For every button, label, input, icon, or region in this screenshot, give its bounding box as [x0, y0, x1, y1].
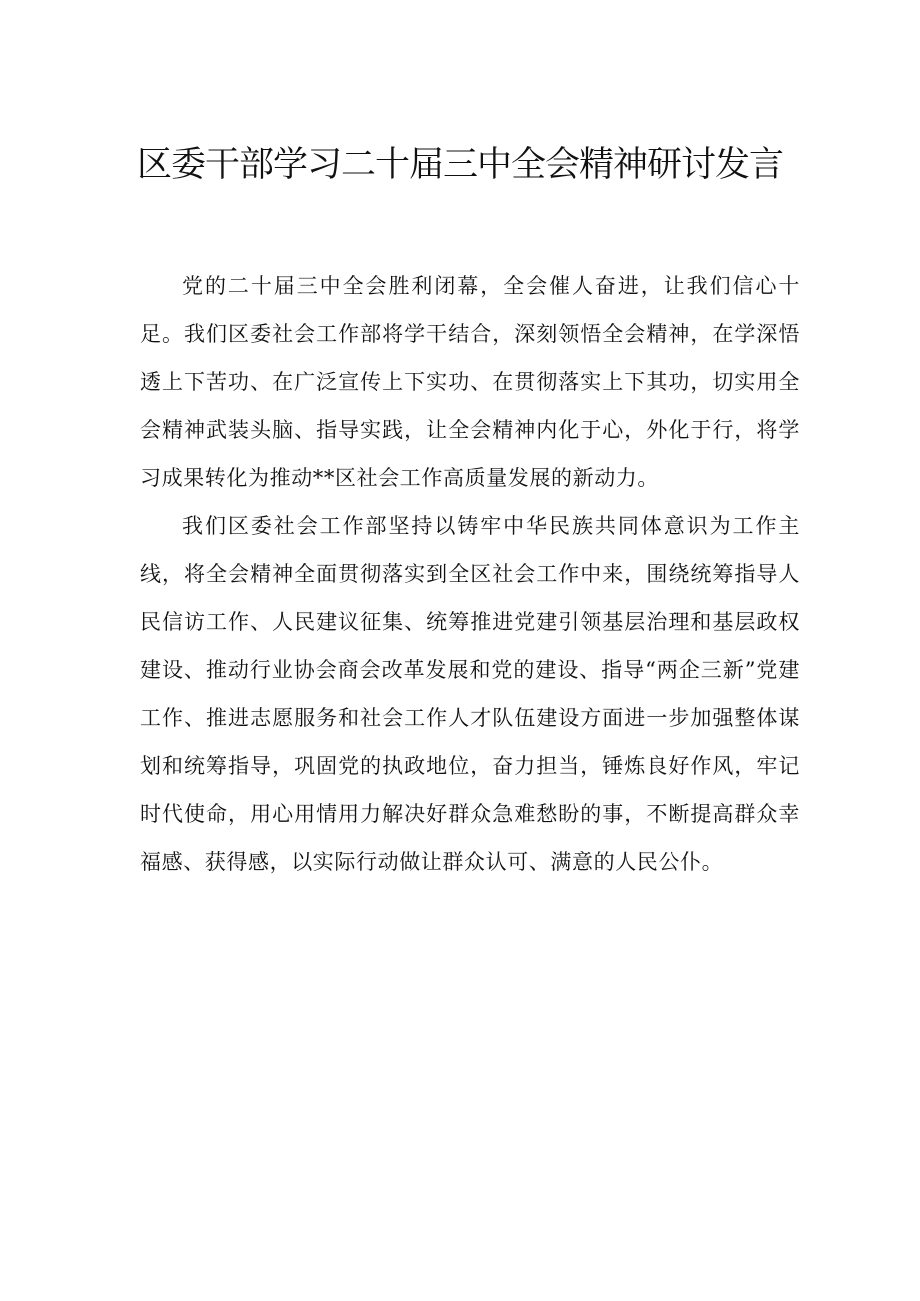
- paragraph-2: 我们区委社会工作部坚持以铸牢中华民族共同体意识为工作主线，将全会精神全面贯彻落实到全区社会工作中来，围绕统筹指导人民信访工作、人民建议征集、统筹推进党建引领基层治理和基层政权建设、推动行业协会商会改革发展和党的建设、指导“两企三新”党建工作、推进志愿服务和社会工作人才队伍建设方面进一步加强整体谋划和统筹指导，巩固党的执政地位，奋力担当，锤炼良好作风，牢记时代使命，用心用情用力解决好群众急难愁盼的事，不断提高群众幸福感、获得感，以实际行动做让群众认可、满意的人民公仆。: [140, 514, 800, 874]
- document-title: 区委干部学习二十届三中全会精神研讨发言: [136, 145, 783, 185]
- document-body: [140, 262, 800, 886]
- paragraph-1: 党的二十届三中全会胜利闭幕，全会催人奋进，让我们信心十足。我们区委社会工作部将学干结合，深刻领悟全会精神，在学深悟透上下苦功、在广泛宣传上下实功、在贯彻落实上下其功，切实用全会精神武装头脑、指导实践，让全会精神内化于心，外化于行，将学习成果转化为推动**区社会工作高质量发展的新动力。: [140, 274, 800, 490]
